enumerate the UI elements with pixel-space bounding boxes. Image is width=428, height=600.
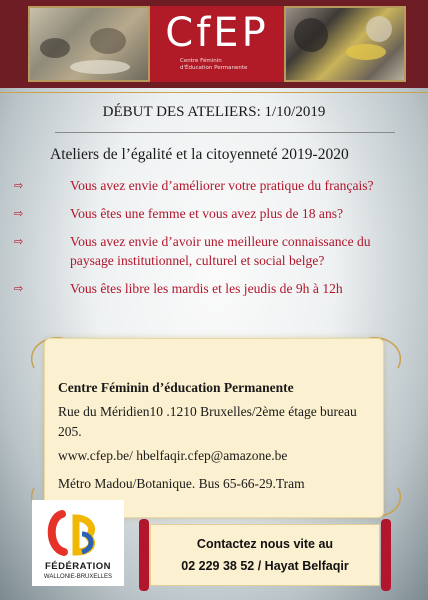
arrow-right-icon: ⇨	[14, 179, 24, 192]
federation-emblem-icon	[32, 504, 124, 562]
transport-info: Métro Madou/Botanique. Bus 65-66-29.Tram	[58, 476, 305, 491]
start-date-heading: DÉBUT DES ATELIERS: 1/10/2019	[102, 104, 326, 120]
cfep-logo	[150, 6, 284, 82]
list-item	[14, 176, 414, 195]
bullet-text: Vous avez envie d’améliorer votre pratique du français?	[70, 178, 374, 193]
bullet-text: Vous êtes libre les mardis et les jeudis de 9h à 12h	[70, 281, 343, 296]
logo-text: CfEP	[165, 10, 269, 56]
bullet-list	[14, 176, 414, 307]
list-item	[14, 232, 414, 270]
logo-subtitle: Centre Féminin d'Éducation Permanente	[180, 58, 248, 71]
federation-subtitle: WALLONIE-BRUXELLES	[43, 574, 113, 580]
divider	[55, 132, 395, 133]
workshop-photo-right	[284, 6, 406, 82]
header-band	[0, 0, 428, 88]
list-item	[14, 279, 414, 298]
contact-phone: 02 229 38 52 / Hayat Belfaqir	[181, 559, 349, 573]
address: Rue du Méridien10 .1210 Bruxelles/2ème étage bureau 205.	[58, 404, 357, 439]
bullet-text: Vous êtes une femme et vous avez plus de 18 ans?	[70, 206, 344, 221]
federation-name: FÉDÉRATION	[44, 561, 112, 572]
organization-name: Centre Féminin d’éducation Permanente	[58, 380, 294, 395]
contact-banner	[150, 524, 380, 586]
arrow-right-icon: ⇨	[14, 235, 24, 248]
list-item	[14, 204, 414, 223]
workshop-title: Ateliers de l’égalité et la citoyenneté 2019-2020	[50, 146, 349, 163]
gold-divider-top	[0, 92, 428, 93]
arrow-right-icon: ⇨	[14, 282, 24, 295]
bullet-text: Vous avez envie d’avoir une meilleure connaissance du paysage institutionnel, culturel et social belge?	[70, 234, 371, 268]
arrow-right-icon: ⇨	[14, 207, 24, 220]
workshop-photo-left	[28, 6, 150, 82]
website-email: www.cfep.be/ hbelfaqir.cfep@amazone.be	[58, 448, 288, 463]
contact-heading: Contactez nous vite au	[196, 537, 334, 551]
federation-logo	[32, 500, 124, 586]
